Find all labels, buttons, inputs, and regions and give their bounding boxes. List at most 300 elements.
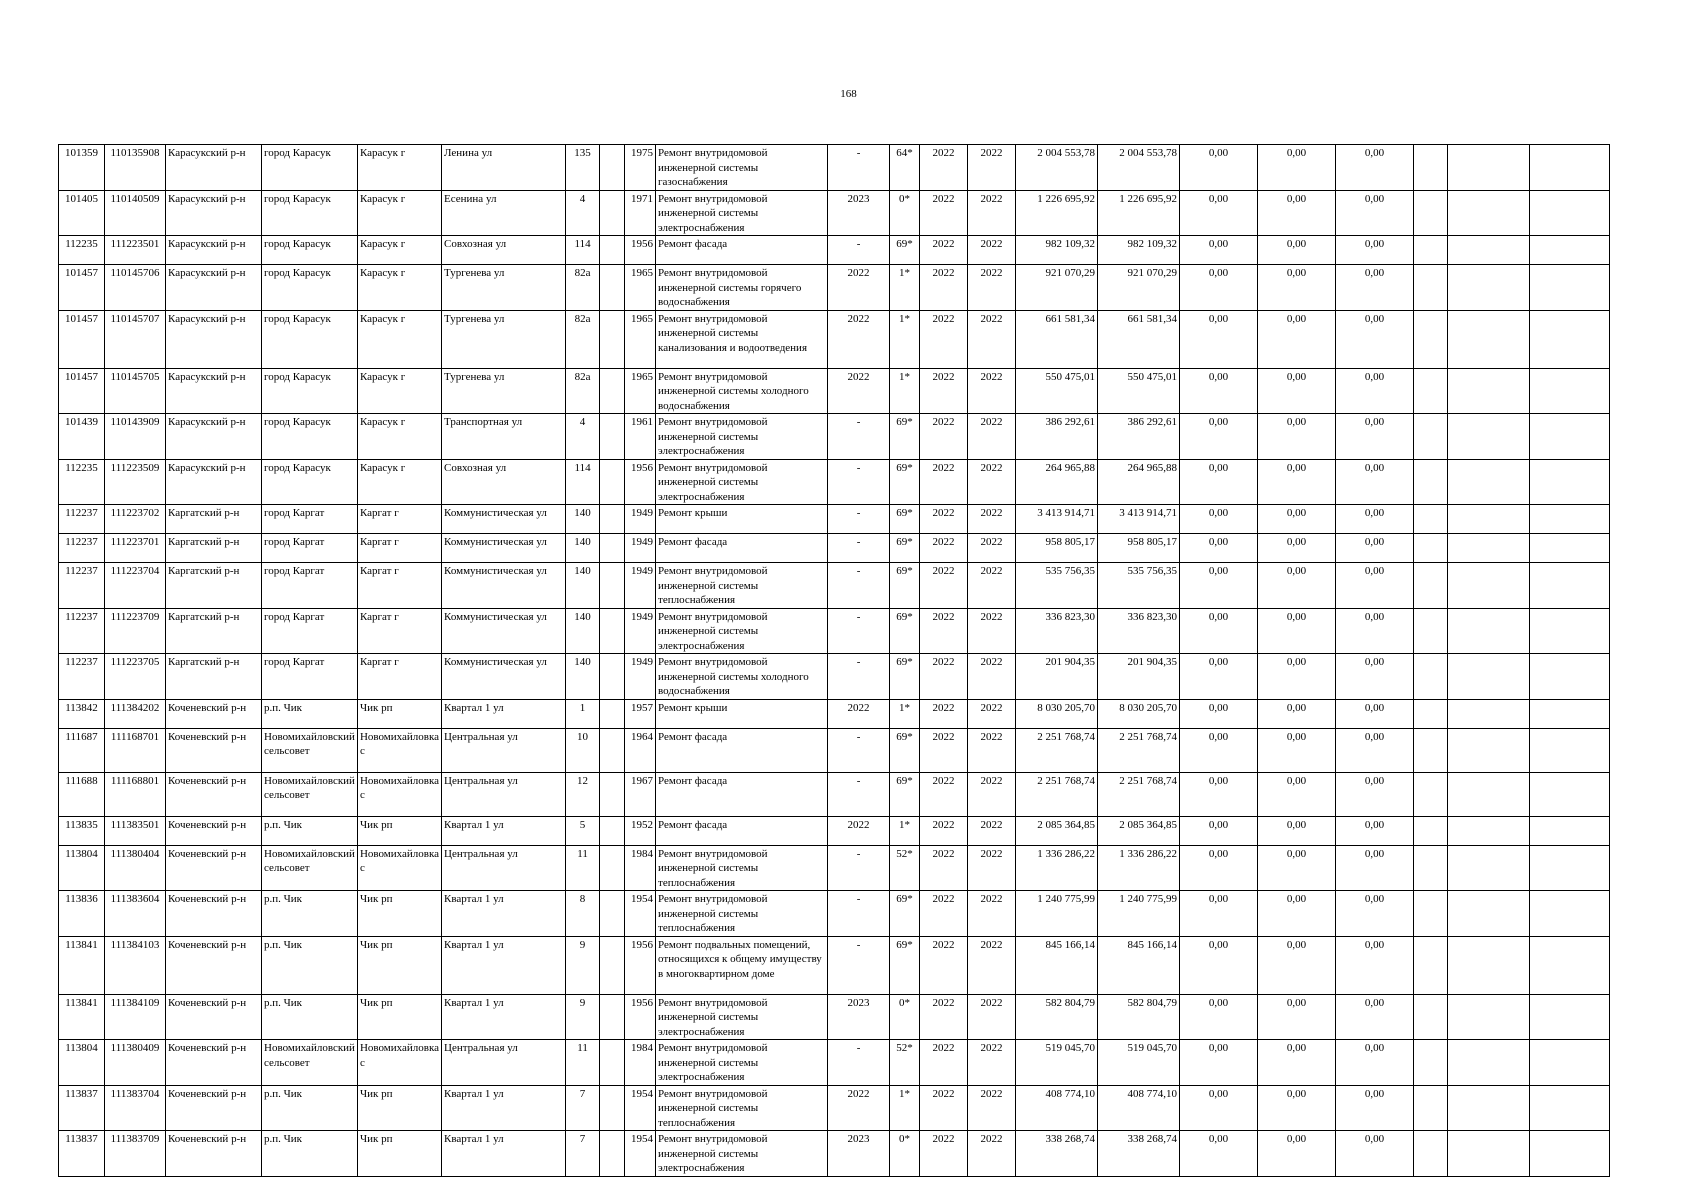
fund-cost-cell: 921 070,29 (1098, 265, 1180, 311)
value-1-cell: 0,00 (1180, 816, 1258, 845)
total-cost-cell: 958 805,17 (1016, 534, 1098, 563)
build-year-cell: 1965 (625, 310, 656, 368)
street-cell: Тургенева ул (442, 310, 566, 368)
empty-cell (1414, 534, 1448, 563)
district-cell: Карасукский р-н (166, 145, 262, 191)
street-cell: Коммунистическая ул (442, 563, 566, 609)
empty-cell (1448, 772, 1530, 816)
value-3-cell: 0,00 (1336, 1131, 1414, 1177)
empty-cell (600, 414, 625, 460)
value-1-cell: 0,00 (1180, 845, 1258, 891)
wear-cell: 64* (890, 145, 920, 191)
work-code-cell: 110135908 (105, 145, 166, 191)
municipality-cell: р.п. Чик (262, 699, 358, 728)
municipality-cell: город Карасук (262, 459, 358, 505)
municipality-cell: р.п. Чик (262, 936, 358, 994)
empty-cell (1414, 236, 1448, 265)
table-row (59, 236, 1610, 265)
fund-cost-cell: 2 004 553,78 (1098, 145, 1180, 191)
municipality-cell: р.п. Чик (262, 994, 358, 1040)
object-id-cell: 101457 (59, 265, 105, 311)
value-1-cell: 0,00 (1180, 654, 1258, 700)
settlement-cell: Чик рп (357, 699, 441, 728)
build-year-cell: 1961 (625, 414, 656, 460)
empty-cell (600, 699, 625, 728)
work-type-cell: Ремонт внутридомовой инженерной системы газоснабжения (656, 145, 828, 191)
house-cell: 82а (566, 310, 600, 368)
empty-cell (1530, 145, 1610, 191)
fund-cost-cell: 8 030 205,70 (1098, 699, 1180, 728)
plan-end-cell: 2022 (968, 845, 1016, 891)
empty-cell (1414, 310, 1448, 368)
empty-cell (1448, 608, 1530, 654)
empty-cell (1414, 368, 1448, 414)
empty-cell (600, 310, 625, 368)
municipality-cell: город Каргат (262, 563, 358, 609)
house-cell: 135 (566, 145, 600, 191)
street-cell: Квартал 1 ул (442, 994, 566, 1040)
house-cell: 82а (566, 368, 600, 414)
empty-cell (1414, 816, 1448, 845)
settlement-cell: Чик рп (357, 994, 441, 1040)
district-cell: Коченевский р-н (166, 772, 262, 816)
empty-cell (600, 772, 625, 816)
work-type-cell: Ремонт фасада (656, 728, 828, 772)
total-cost-cell: 921 070,29 (1016, 265, 1098, 311)
plan-start-cell: 2022 (920, 414, 968, 460)
last-repair-year-cell: - (828, 728, 890, 772)
object-id-cell: 113804 (59, 1040, 105, 1086)
municipality-cell: город Карасук (262, 310, 358, 368)
value-1-cell: 0,00 (1180, 190, 1258, 236)
value-1-cell: 0,00 (1180, 459, 1258, 505)
work-type-cell: Ремонт фасада (656, 534, 828, 563)
total-cost-cell: 336 823,30 (1016, 608, 1098, 654)
street-cell: Квартал 1 ул (442, 1085, 566, 1131)
empty-cell (600, 1040, 625, 1086)
municipality-cell: город Каргат (262, 654, 358, 700)
value-2-cell: 0,00 (1258, 816, 1336, 845)
plan-end-cell: 2022 (968, 891, 1016, 937)
street-cell: Центральная ул (442, 845, 566, 891)
plan-end-cell: 2022 (968, 1131, 1016, 1177)
work-type-cell: Ремонт фасада (656, 816, 828, 845)
street-cell: Квартал 1 ул (442, 816, 566, 845)
empty-cell (1530, 265, 1610, 311)
wear-cell: 69* (890, 505, 920, 534)
work-code-cell: 111384103 (105, 936, 166, 994)
municipality-cell: город Карасук (262, 236, 358, 265)
table-row (59, 608, 1610, 654)
work-code-cell: 110143909 (105, 414, 166, 460)
street-cell: Квартал 1 ул (442, 891, 566, 937)
street-cell: Коммунистическая ул (442, 608, 566, 654)
last-repair-year-cell: - (828, 772, 890, 816)
value-2-cell: 0,00 (1258, 608, 1336, 654)
empty-cell (1448, 563, 1530, 609)
fund-cost-cell: 201 904,35 (1098, 654, 1180, 700)
empty-cell (1448, 1085, 1530, 1131)
table-row (59, 845, 1610, 891)
last-repair-year-cell: 2022 (828, 265, 890, 311)
plan-end-cell: 2022 (968, 1040, 1016, 1086)
object-id-cell: 101439 (59, 414, 105, 460)
total-cost-cell: 519 045,70 (1016, 1040, 1098, 1086)
settlement-cell: Каргат г (357, 505, 441, 534)
municipality-cell: город Карасук (262, 145, 358, 191)
empty-cell (600, 236, 625, 265)
value-1-cell: 0,00 (1180, 563, 1258, 609)
settlement-cell: Карасук г (357, 459, 441, 505)
municipality-cell: город Карасук (262, 414, 358, 460)
empty-cell (1448, 145, 1530, 191)
empty-cell (600, 534, 625, 563)
value-2-cell: 0,00 (1258, 1040, 1336, 1086)
empty-cell (1448, 236, 1530, 265)
value-3-cell: 0,00 (1336, 699, 1414, 728)
empty-cell (600, 654, 625, 700)
fund-cost-cell: 519 045,70 (1098, 1040, 1180, 1086)
value-1-cell: 0,00 (1180, 505, 1258, 534)
table-row (59, 414, 1610, 460)
value-3-cell: 0,00 (1336, 772, 1414, 816)
district-cell: Коченевский р-н (166, 1040, 262, 1086)
wear-cell: 69* (890, 534, 920, 563)
street-cell: Совхозная ул (442, 459, 566, 505)
table-row (59, 563, 1610, 609)
empty-cell (600, 1085, 625, 1131)
settlement-cell: Новомихайловка с (357, 845, 441, 891)
empty-cell (1414, 1040, 1448, 1086)
last-repair-year-cell: - (828, 505, 890, 534)
house-cell: 5 (566, 816, 600, 845)
value-1-cell: 0,00 (1180, 368, 1258, 414)
build-year-cell: 1956 (625, 236, 656, 265)
settlement-cell: Чик рп (357, 891, 441, 937)
empty-cell (1414, 891, 1448, 937)
fund-cost-cell: 550 475,01 (1098, 368, 1180, 414)
value-1-cell: 0,00 (1180, 891, 1258, 937)
empty-cell (1448, 891, 1530, 937)
house-cell: 4 (566, 414, 600, 460)
district-cell: Карасукский р-н (166, 414, 262, 460)
value-2-cell: 0,00 (1258, 654, 1336, 700)
value-3-cell: 0,00 (1336, 265, 1414, 311)
empty-cell (1530, 816, 1610, 845)
value-2-cell: 0,00 (1258, 728, 1336, 772)
build-year-cell: 1956 (625, 994, 656, 1040)
work-code-cell: 111223709 (105, 608, 166, 654)
municipality-cell: город Карасук (262, 265, 358, 311)
empty-cell (600, 994, 625, 1040)
value-2-cell: 0,00 (1258, 772, 1336, 816)
build-year-cell: 1949 (625, 534, 656, 563)
wear-cell: 1* (890, 699, 920, 728)
object-id-cell: 111688 (59, 772, 105, 816)
settlement-cell: Карасук г (357, 145, 441, 191)
value-3-cell: 0,00 (1336, 505, 1414, 534)
work-type-cell: Ремонт фасада (656, 772, 828, 816)
municipality-cell: Новомихайловский сельсовет (262, 772, 358, 816)
empty-cell (1414, 190, 1448, 236)
district-cell: Каргатский р-н (166, 505, 262, 534)
plan-end-cell: 2022 (968, 310, 1016, 368)
house-cell: 114 (566, 236, 600, 265)
empty-cell (1448, 654, 1530, 700)
value-2-cell: 0,00 (1258, 1131, 1336, 1177)
plan-start-cell: 2022 (920, 816, 968, 845)
fund-cost-cell: 1 240 775,99 (1098, 891, 1180, 937)
municipality-cell: город Каргат (262, 505, 358, 534)
object-id-cell: 113837 (59, 1085, 105, 1131)
value-2-cell: 0,00 (1258, 414, 1336, 460)
last-repair-year-cell: 2023 (828, 994, 890, 1040)
work-code-cell: 111223509 (105, 459, 166, 505)
fund-cost-cell: 1 336 286,22 (1098, 845, 1180, 891)
build-year-cell: 1964 (625, 728, 656, 772)
table-row (59, 772, 1610, 816)
work-type-cell: Ремонт крыши (656, 505, 828, 534)
plan-start-cell: 2022 (920, 891, 968, 937)
empty-cell (1530, 1040, 1610, 1086)
last-repair-year-cell: - (828, 563, 890, 609)
empty-cell (1414, 1085, 1448, 1131)
empty-cell (1448, 845, 1530, 891)
fund-cost-cell: 338 268,74 (1098, 1131, 1180, 1177)
object-id-cell: 112237 (59, 505, 105, 534)
house-cell: 8 (566, 891, 600, 937)
table-row (59, 459, 1610, 505)
plan-end-cell: 2022 (968, 936, 1016, 994)
build-year-cell: 1965 (625, 265, 656, 311)
empty-cell (1530, 1085, 1610, 1131)
empty-cell (1414, 772, 1448, 816)
plan-start-cell: 2022 (920, 1040, 968, 1086)
plan-end-cell: 2022 (968, 608, 1016, 654)
total-cost-cell: 3 413 914,71 (1016, 505, 1098, 534)
house-cell: 140 (566, 608, 600, 654)
street-cell: Центральная ул (442, 772, 566, 816)
district-cell: Каргатский р-н (166, 654, 262, 700)
value-1-cell: 0,00 (1180, 145, 1258, 191)
total-cost-cell: 2 251 768,74 (1016, 772, 1098, 816)
street-cell: Коммунистическая ул (442, 654, 566, 700)
table-row (59, 1040, 1610, 1086)
empty-cell (1530, 190, 1610, 236)
wear-cell: 0* (890, 994, 920, 1040)
house-cell: 7 (566, 1085, 600, 1131)
empty-cell (1414, 845, 1448, 891)
empty-cell (600, 891, 625, 937)
wear-cell: 1* (890, 265, 920, 311)
empty-cell (1530, 1131, 1610, 1177)
fund-cost-cell: 408 774,10 (1098, 1085, 1180, 1131)
value-1-cell: 0,00 (1180, 608, 1258, 654)
district-cell: Карасукский р-н (166, 368, 262, 414)
empty-cell (1414, 1131, 1448, 1177)
district-cell: Карасукский р-н (166, 190, 262, 236)
plan-end-cell: 2022 (968, 534, 1016, 563)
plan-end-cell: 2022 (968, 1085, 1016, 1131)
house-cell: 9 (566, 994, 600, 1040)
object-id-cell: 112237 (59, 654, 105, 700)
value-3-cell: 0,00 (1336, 816, 1414, 845)
plan-end-cell: 2022 (968, 236, 1016, 265)
fund-cost-cell: 1 226 695,92 (1098, 190, 1180, 236)
work-type-cell: Ремонт внутридомовой инженерной системы горячего водоснабжения (656, 265, 828, 311)
work-type-cell: Ремонт внутридомовой инженерной системы электроснабжения (656, 994, 828, 1040)
build-year-cell: 1956 (625, 936, 656, 994)
plan-start-cell: 2022 (920, 1085, 968, 1131)
empty-cell (1414, 563, 1448, 609)
street-cell: Квартал 1 ул (442, 936, 566, 994)
value-1-cell: 0,00 (1180, 699, 1258, 728)
total-cost-cell: 535 756,35 (1016, 563, 1098, 609)
street-cell: Есенина ул (442, 190, 566, 236)
district-cell: Коченевский р-н (166, 936, 262, 994)
last-repair-year-cell: 2022 (828, 368, 890, 414)
plan-start-cell: 2022 (920, 368, 968, 414)
district-cell: Карасукский р-н (166, 459, 262, 505)
value-2-cell: 0,00 (1258, 368, 1336, 414)
municipality-cell: Новомихайловский сельсовет (262, 845, 358, 891)
plan-end-cell: 2022 (968, 190, 1016, 236)
object-id-cell: 112235 (59, 236, 105, 265)
empty-cell (1530, 728, 1610, 772)
work-code-cell: 111383709 (105, 1131, 166, 1177)
work-type-cell: Ремонт крыши (656, 699, 828, 728)
work-code-cell: 111380404 (105, 845, 166, 891)
settlement-cell: Новомихайловка с (357, 772, 441, 816)
total-cost-cell: 2 251 768,74 (1016, 728, 1098, 772)
value-2-cell: 0,00 (1258, 310, 1336, 368)
street-cell: Коммунистическая ул (442, 534, 566, 563)
total-cost-cell: 845 166,14 (1016, 936, 1098, 994)
value-1-cell: 0,00 (1180, 236, 1258, 265)
empty-cell (1530, 994, 1610, 1040)
empty-cell (1414, 414, 1448, 460)
value-1-cell: 0,00 (1180, 414, 1258, 460)
fund-cost-cell: 3 413 914,71 (1098, 505, 1180, 534)
object-id-cell: 101405 (59, 190, 105, 236)
plan-start-cell: 2022 (920, 236, 968, 265)
table-row (59, 891, 1610, 937)
street-cell: Коммунистическая ул (442, 505, 566, 534)
table-row (59, 994, 1610, 1040)
registry-body (59, 145, 1610, 1177)
municipality-cell: Новомихайловский сельсовет (262, 728, 358, 772)
value-3-cell: 0,00 (1336, 608, 1414, 654)
empty-cell (1448, 994, 1530, 1040)
plan-start-cell: 2022 (920, 310, 968, 368)
build-year-cell: 1954 (625, 1131, 656, 1177)
empty-cell (600, 190, 625, 236)
empty-cell (1530, 654, 1610, 700)
build-year-cell: 1984 (625, 845, 656, 891)
plan-end-cell: 2022 (968, 816, 1016, 845)
wear-cell: 1* (890, 310, 920, 368)
build-year-cell: 1957 (625, 699, 656, 728)
plan-end-cell: 2022 (968, 414, 1016, 460)
work-code-cell: 111168801 (105, 772, 166, 816)
house-cell: 11 (566, 1040, 600, 1086)
plan-start-cell: 2022 (920, 505, 968, 534)
table-row (59, 190, 1610, 236)
value-3-cell: 0,00 (1336, 654, 1414, 700)
value-3-cell: 0,00 (1336, 891, 1414, 937)
value-3-cell: 0,00 (1336, 145, 1414, 191)
table-row (59, 265, 1610, 311)
total-cost-cell: 1 240 775,99 (1016, 891, 1098, 937)
build-year-cell: 1971 (625, 190, 656, 236)
last-repair-year-cell: - (828, 891, 890, 937)
plan-start-cell: 2022 (920, 728, 968, 772)
plan-end-cell: 2022 (968, 145, 1016, 191)
street-cell: Совхозная ул (442, 236, 566, 265)
fund-cost-cell: 845 166,14 (1098, 936, 1180, 994)
empty-cell (1448, 816, 1530, 845)
work-type-cell: Ремонт внутридомовой инженерной системы электроснабжения (656, 1131, 828, 1177)
empty-cell (600, 816, 625, 845)
plan-start-cell: 2022 (920, 654, 968, 700)
district-cell: Коченевский р-н (166, 994, 262, 1040)
last-repair-year-cell: 2023 (828, 1131, 890, 1177)
work-code-cell: 111383604 (105, 891, 166, 937)
house-cell: 9 (566, 936, 600, 994)
municipality-cell: город Каргат (262, 608, 358, 654)
work-code-cell: 111223701 (105, 534, 166, 563)
build-year-cell: 1984 (625, 1040, 656, 1086)
build-year-cell: 1949 (625, 563, 656, 609)
value-2-cell: 0,00 (1258, 891, 1336, 937)
street-cell: Квартал 1 ул (442, 699, 566, 728)
district-cell: Коченевский р-н (166, 699, 262, 728)
empty-cell (1530, 414, 1610, 460)
house-cell: 82а (566, 265, 600, 311)
empty-cell (1414, 608, 1448, 654)
plan-end-cell: 2022 (968, 699, 1016, 728)
plan-start-cell: 2022 (920, 699, 968, 728)
plan-end-cell: 2022 (968, 654, 1016, 700)
empty-cell (600, 608, 625, 654)
municipality-cell: город Каргат (262, 534, 358, 563)
value-2-cell: 0,00 (1258, 505, 1336, 534)
value-3-cell: 0,00 (1336, 563, 1414, 609)
work-type-cell: Ремонт подвальных помещений, относящихся к общему имуществу в многоквартирном доме (656, 936, 828, 994)
house-cell: 1 (566, 699, 600, 728)
last-repair-year-cell: - (828, 236, 890, 265)
settlement-cell: Каргат г (357, 563, 441, 609)
value-1-cell: 0,00 (1180, 1040, 1258, 1086)
total-cost-cell: 408 774,10 (1016, 1085, 1098, 1131)
build-year-cell: 1975 (625, 145, 656, 191)
last-repair-year-cell: - (828, 414, 890, 460)
settlement-cell: Каргат г (357, 534, 441, 563)
empty-cell (1414, 936, 1448, 994)
value-3-cell: 0,00 (1336, 368, 1414, 414)
table-row (59, 310, 1610, 368)
work-type-cell: Ремонт внутридомовой инженерной системы электроснабжения (656, 459, 828, 505)
object-id-cell: 113836 (59, 891, 105, 937)
value-2-cell: 0,00 (1258, 699, 1336, 728)
total-cost-cell: 982 109,32 (1016, 236, 1098, 265)
house-cell: 114 (566, 459, 600, 505)
empty-cell (1414, 994, 1448, 1040)
value-1-cell: 0,00 (1180, 772, 1258, 816)
build-year-cell: 1967 (625, 772, 656, 816)
plan-start-cell: 2022 (920, 845, 968, 891)
total-cost-cell: 1 336 286,22 (1016, 845, 1098, 891)
